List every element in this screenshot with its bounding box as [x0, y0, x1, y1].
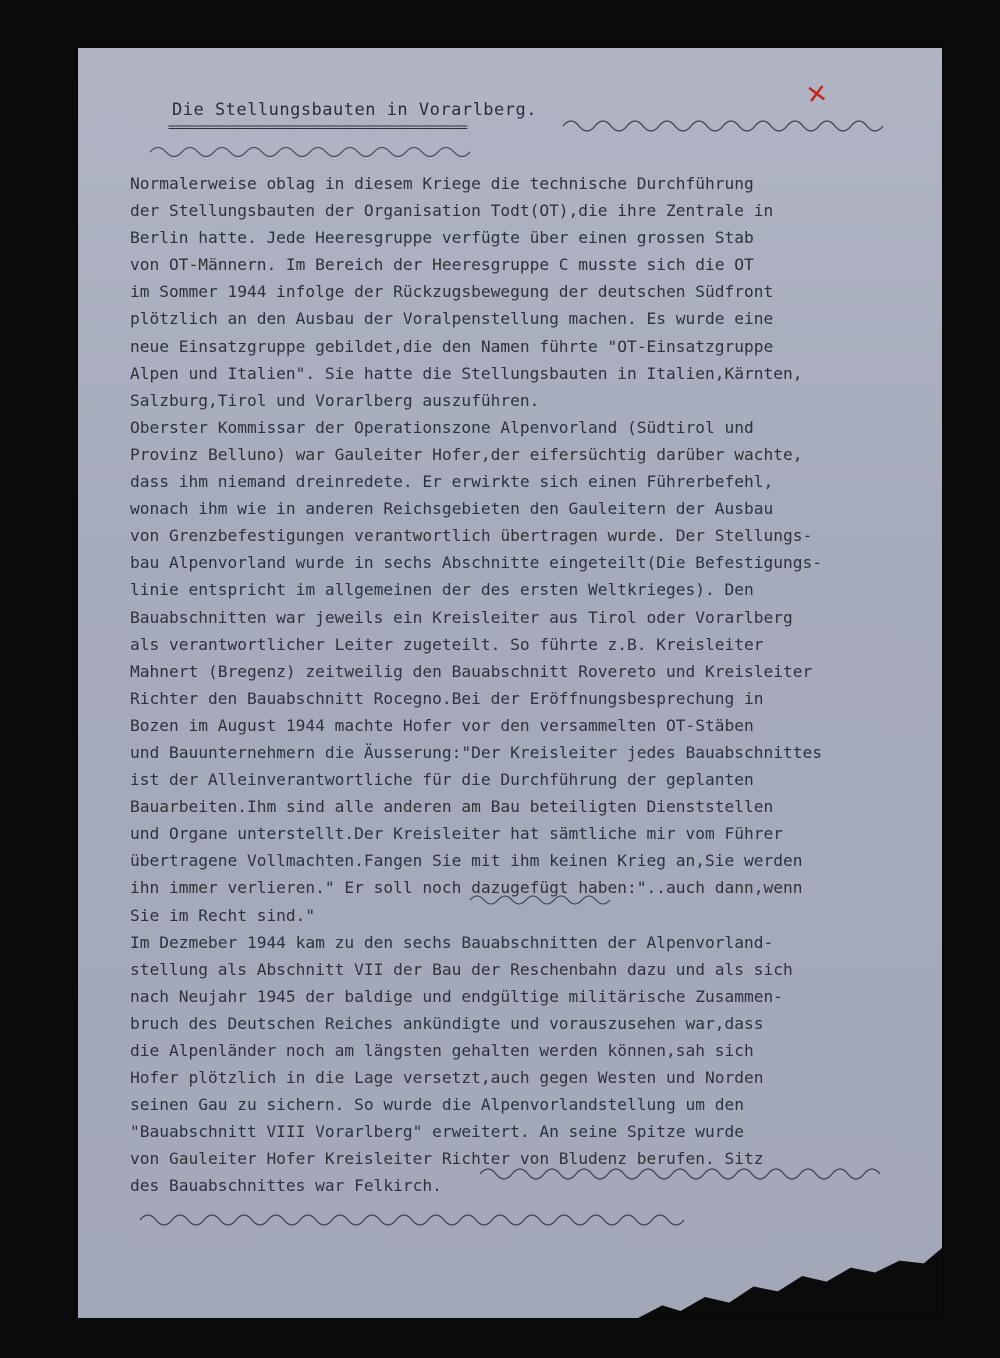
text-line: die Alpenländer noch am längsten gehalten werden können,sah sich: [130, 1041, 754, 1060]
text-line: Im Dezmeber 1944 kam zu den sechs Bauabschnitten der Alpenvorland-: [130, 932, 774, 952]
text-line: von Gauleiter Hofer Kreisleiter Richter von Bludenz berufen. Sitz: [130, 1149, 764, 1169]
text-line: und Bauunternehmern die Äusserung:"Der Kreisleiter jedes Bauabschnittes: [130, 742, 822, 762]
text-line: Oberster Kommissar der Operationszone Alpenvorland (Südtirol und: [130, 417, 754, 437]
document-title: Die Stellungsbauten in Vorarlberg.: [172, 100, 537, 120]
text-line: Normalerweise oblag in diesem Kriege die technische Durchführung: [130, 174, 754, 193]
text-line: Provinz Belluno) war Gauleiter Hofer,der eifersüchtig darüber wachte,: [130, 444, 803, 464]
text-line: "Bauabschnitt VIII Vorarlberg" erweitert. An seine Spitze wurde: [130, 1122, 744, 1142]
text-line: bruch des Deutschen Reiches ankündigte und vorauszusehen war,dass: [130, 1013, 764, 1033]
text-line: plötzlich an den Ausbau der Voralpenstellung machen. Es wurde eine: [130, 309, 774, 329]
text-line: Bozen im August 1944 machte Hofer vor den versammelten OT-Stäben: [130, 715, 754, 735]
text-line: übertragene Vollmachten.Fangen Sie mit ihm keinen Krieg an,Sie werden: [130, 851, 803, 871]
text-line: neue Einsatzgruppe gebildet,die den Namen führte "OT-Einsatzgruppe: [130, 336, 774, 356]
red-cross-mark-icon: ✕: [804, 78, 830, 112]
text-line: Richter den Bauabschnitt Rocegno.Bei der Eröffnungsbesprechung in: [130, 688, 764, 708]
text-line: Bauabschnitten war jeweils ein Kreisleiter aus Tirol oder Vorarlberg: [130, 607, 793, 627]
text-line: der Stellungsbauten der Organisation Todt(OT),die ihre Zentrale in: [130, 201, 774, 221]
text-line: linie entspricht im allgemeinen der des ersten Weltkrieges). Den: [130, 580, 754, 600]
handwritten-annotation-top: [558, 108, 908, 138]
text-line: Hofer plötzlich in die Lage versetzt,auch gegen Westen und Norden: [130, 1068, 764, 1088]
typed-body-text: [130, 170, 920, 1200]
handwritten-annotation-subtitle: [148, 138, 478, 162]
text-line: wonach ihm wie in anderen Reichsgebieten den Gauleitern der Ausbau: [130, 499, 774, 519]
text-line: Mahnert (Bregenz) zeitweilig den Bauabschnitt Rovereto und Kreisleiter: [130, 661, 813, 681]
document-page: [78, 48, 942, 1318]
text-line: und Organe unterstellt.Der Kreisleiter hat sämtliche mir vom Führer: [130, 824, 783, 844]
text-line: von OT-Männern. Im Bereich der Heeresgruppe C musste sich die OT: [130, 255, 754, 275]
text-line: Bauarbeiten.Ihm sind alle anderen am Bau beteiligten Dienststellen: [130, 797, 774, 817]
handwritten-annotation-bottom: [138, 1206, 698, 1232]
text-line: als verantwortlicher Leiter zugeteilt. So führte z.B. Kreisleiter: [130, 634, 764, 654]
text-line: bau Alpenvorland wurde in sechs Abschnitte eingeteilt(Die Befestigungs-: [130, 553, 822, 573]
text-line: im Sommer 1944 infolge der Rückzugsbewegung der deutschen Südfront: [130, 282, 774, 302]
text-line: seinen Gau zu sichern. So wurde die Alpenvorlandstellung um den: [130, 1095, 744, 1115]
text-line: Berlin hatte. Jede Heeresgruppe verfügte über einen grossen Stab: [130, 228, 754, 248]
title-double-underline: ================================================: [168, 120, 467, 134]
text-line: ist der Alleinverantwortliche für die Durchführung der geplanten: [130, 770, 754, 790]
torn-paper-edge: [638, 1248, 942, 1318]
text-line: nach Neujahr 1945 der baldige und endgültige militärische Zusammen-: [130, 986, 783, 1006]
text-line: dass ihm niemand dreinredete. Er erwirkte sich einen Führerbefehl,: [130, 472, 774, 492]
text-line: von Grenzbefestigungen verantwortlich übertragen wurde. Der Stellungs-: [130, 526, 813, 546]
text-line: ihn immer verlieren." Er soll noch dazugefügt haben:"..auch dann,wenn: [130, 878, 803, 898]
text-line: stellung als Abschnitt VII der Bau der Reschenbahn dazu und als sich: [130, 959, 793, 979]
text-line: Alpen und Italien". Sie hatte die Stellungsbauten in Italien,Kärnten,: [130, 363, 803, 383]
text-line: des Bauabschnittes war Felkirch.: [130, 1176, 442, 1196]
text-line: Salzburg,Tirol und Vorarlberg auszuführen.: [130, 390, 540, 410]
text-line: Sie im Recht sind.": [130, 905, 316, 925]
